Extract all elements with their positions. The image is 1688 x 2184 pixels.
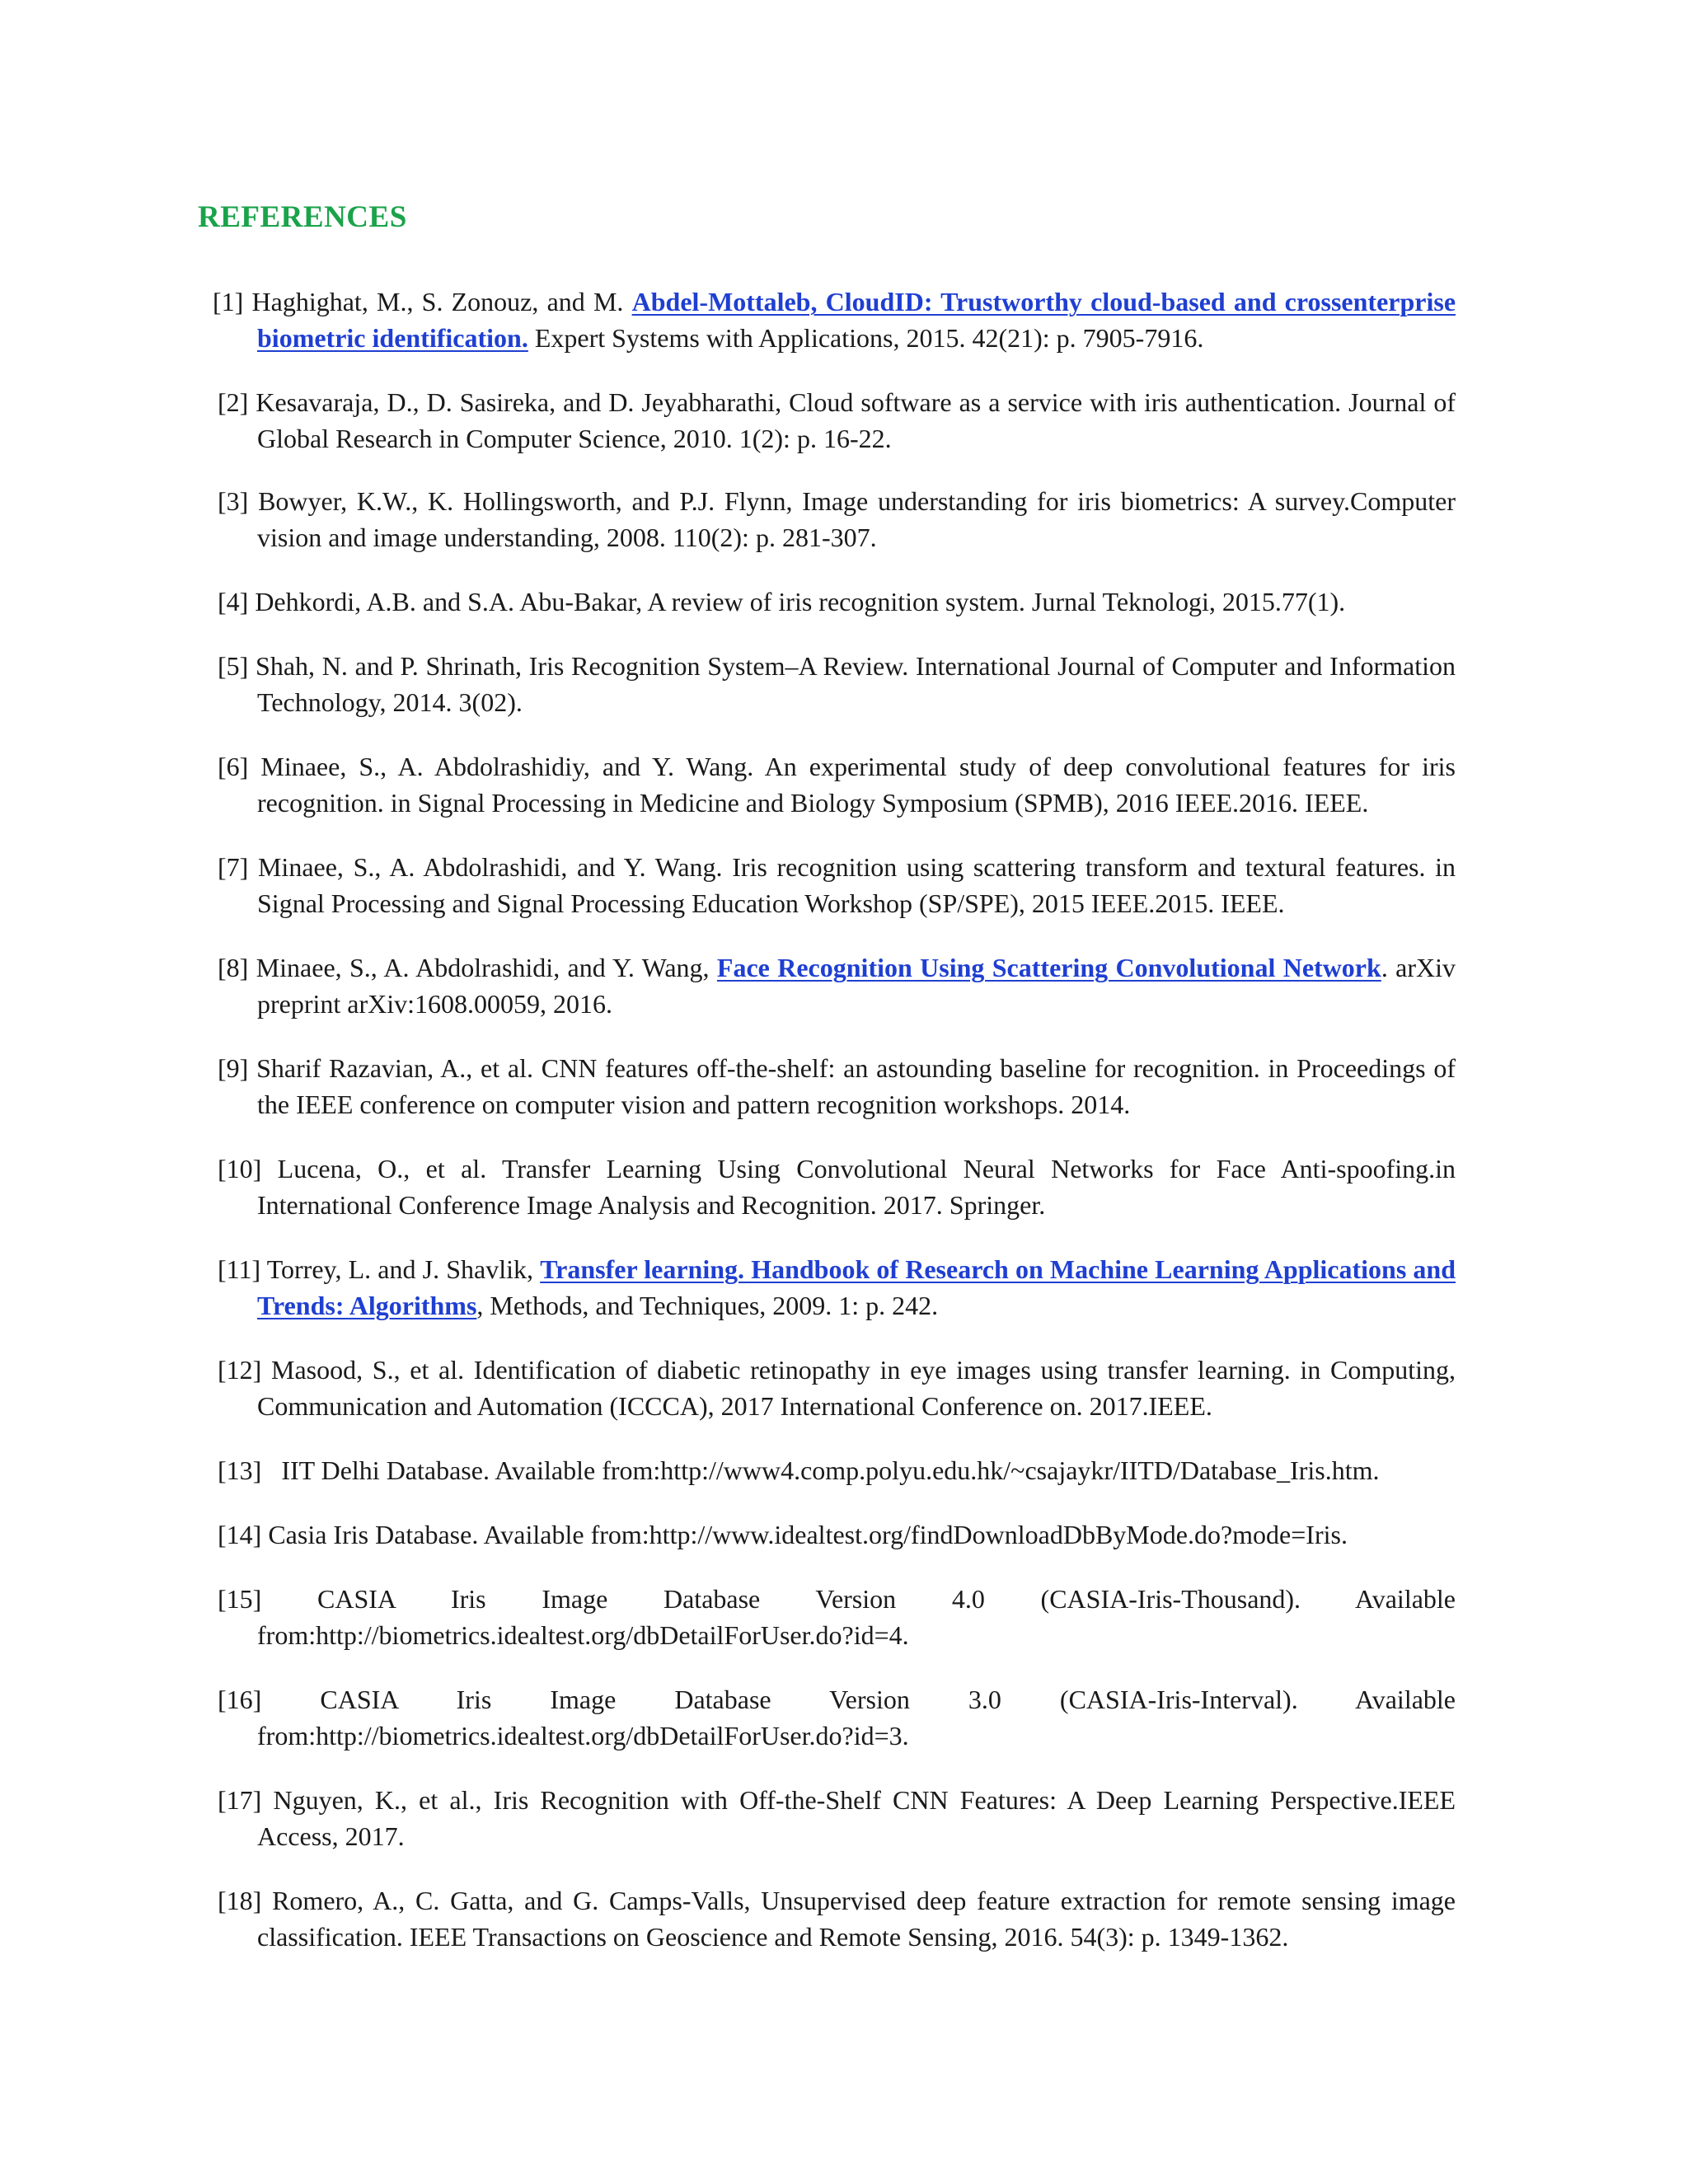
reference-number: [8] xyxy=(218,953,249,982)
reference-item-3 xyxy=(218,483,1456,555)
reference-text: . arXiv preprint arXiv:1608.00059, 2016. xyxy=(257,953,1456,1019)
reference-item-5 xyxy=(218,648,1456,720)
reference-text: Sharif Razavian, A., et al. CNN features off-the-shelf: an astounding baseline for recognition. in Proceedings of the IEEE conference on computer vision and pattern recognition workshops. 2014. xyxy=(256,1053,1456,1119)
reference-number: [6] xyxy=(218,752,249,781)
reference-item-10 xyxy=(218,1151,1456,1223)
reference-number: [2] xyxy=(218,387,249,417)
reference-item-17 xyxy=(218,1782,1456,1854)
reference-number: [15] xyxy=(218,1584,262,1614)
reference-item-11 xyxy=(218,1251,1456,1324)
reference-number: [13] xyxy=(218,1455,262,1485)
reference-item-13 xyxy=(218,1452,1456,1488)
reference-number: [1] xyxy=(213,287,244,316)
reference-number: [9] xyxy=(218,1053,249,1083)
reference-number: [16] xyxy=(218,1685,262,1714)
reference-link-face-recognition[interactable]: Face Recognition Using Scattering Convolutional Network xyxy=(716,953,1381,982)
reference-number: [4] xyxy=(218,587,249,616)
reference-item-2 xyxy=(218,384,1456,457)
reference-text: Minaee, S., A. Abdolrashidiy, and Y. Wang. An experimental study of deep convolutional features for iris recognition. in Signal Processing in Medicine and Biology Symposium (SPMB), 2016 IEEE.2016. IEEE. xyxy=(257,752,1456,818)
reference-text: CASIA Iris Image Database Version 4.0 (CASIA-Iris-Thousand). Available from:http://biometrics.idealtest.org/dbDetailForUser.do?id=4. xyxy=(257,1584,1456,1650)
reference-number: [18] xyxy=(218,1886,262,1915)
reference-text: , Methods, and Techniques, 2009. 1: p. 242. xyxy=(476,1291,939,1320)
reference-number: [11] xyxy=(218,1254,261,1284)
reference-item-9 xyxy=(218,1050,1456,1122)
reference-text: Romero, A., C. Gatta, and G. Camps-Valls, Unsupervised deep feature extraction for remote sensing image classification. IEEE Transactions on Geoscience and Remote Sensing, 2016. 54(3): p. 1349-1362. xyxy=(257,1886,1456,1952)
reference-number: [17] xyxy=(218,1785,262,1815)
reference-item-4 xyxy=(218,583,1456,620)
reference-item-7 xyxy=(218,849,1456,921)
reference-text: Casia Iris Database. Available from:http://www.idealtest.org/findDownloadDbByMode.do?mode=Iris. xyxy=(268,1520,1348,1549)
reference-text: Kesavaraja, D., D. Sasireka, and D. Jeyabharathi, Cloud software as a service with iris authentication. Journal of Global Research in Computer Science, 2010. 1(2): p. 16-22. xyxy=(256,387,1456,453)
reference-number: [7] xyxy=(218,852,249,882)
reference-text: Expert Systems with Applications, 2015. 42(21): p. 7905-7916. xyxy=(528,323,1204,353)
reference-link-transfer-learning[interactable]: Transfer learning. Handbook of Research on Machine Learning Applications and Trends: Algorithms xyxy=(257,1254,1456,1320)
reference-text: Dehkordi, A.B. and S.A. Abu-Bakar, A review of iris recognition system. Jurnal Teknologi, 2015.77(1). xyxy=(255,587,1346,616)
reference-item-18 xyxy=(218,1882,1456,1955)
reference-number: [12] xyxy=(218,1355,262,1385)
reference-text: CASIA Iris Image Database Version 3.0 (CASIA-Iris-Interval). Available from:http://biometrics.idealtest.org/dbDetailForUser.do?id=3. xyxy=(257,1685,1456,1750)
reference-item-14 xyxy=(218,1516,1456,1553)
reference-text: Lucena, O., et al. Transfer Learning Using Convolutional Neural Networks for Face Anti-spoofing.in International Conference Image Analysis and Recognition. 2017. Springer. xyxy=(257,1154,1456,1220)
reference-text: IIT Delhi Database. Available from:http://www4.comp.polyu.edu.hk/~csajaykr/IITD/Database_Iris.htm. xyxy=(281,1455,1380,1485)
reference-text: Minaee, S., A. Abdolrashidi, and Y. Wang. Iris recognition using scattering transform and textural features. in Signal Processing and Signal Processing Education Workshop (SP/SPE), 2015 IEEE.2015. IEEE. xyxy=(257,852,1456,918)
reference-text: Minaee, S., A. Abdolrashidi, and Y. Wang, xyxy=(256,953,717,982)
reference-number: [14] xyxy=(218,1520,262,1549)
reference-item-6 xyxy=(218,748,1456,821)
reference-text: Masood, S., et al. Identification of diabetic retinopathy in eye images using transfer learning. in Computing, Communication and Automation (ICCCA), 2017 International Conference on. 2017.IEEE. xyxy=(257,1355,1456,1421)
reference-item-15 xyxy=(218,1581,1456,1653)
reference-number: [3] xyxy=(218,486,249,516)
references-heading: REFERENCES xyxy=(198,200,407,234)
reference-item-1 xyxy=(213,284,1456,356)
reference-item-16 xyxy=(218,1681,1456,1754)
reference-text: Haghighat, M., S. Zonouz, and M. xyxy=(251,287,632,316)
reference-text: Bowyer, K.W., K. Hollingsworth, and P.J. Flynn, Image understanding for iris biometrics: A survey.Computer vision and image understanding, 2008. 110(2): p. 281-307. xyxy=(257,486,1456,552)
reference-text: Nguyen, K., et al., Iris Recognition with Off-the-Shelf CNN Features: A Deep Learning Perspective.IEEE Access, 2017. xyxy=(257,1785,1456,1851)
reference-item-12 xyxy=(218,1352,1456,1424)
reference-text: Shah, N. and P. Shrinath, Iris Recognition System–A Review. International Journal of Computer and Information Technology, 2014. 3(02). xyxy=(256,651,1456,717)
reference-number: [10] xyxy=(218,1154,262,1183)
reference-number: [5] xyxy=(218,651,249,681)
reference-text: Torrey, L. and J. Shavlik, xyxy=(266,1254,541,1284)
reference-item-8 xyxy=(218,949,1456,1022)
reference-link-cloudid[interactable]: Abdel-Mottaleb, CloudID: Trustworthy cloud-based and crossenterprise biometric identification. xyxy=(257,287,1456,353)
